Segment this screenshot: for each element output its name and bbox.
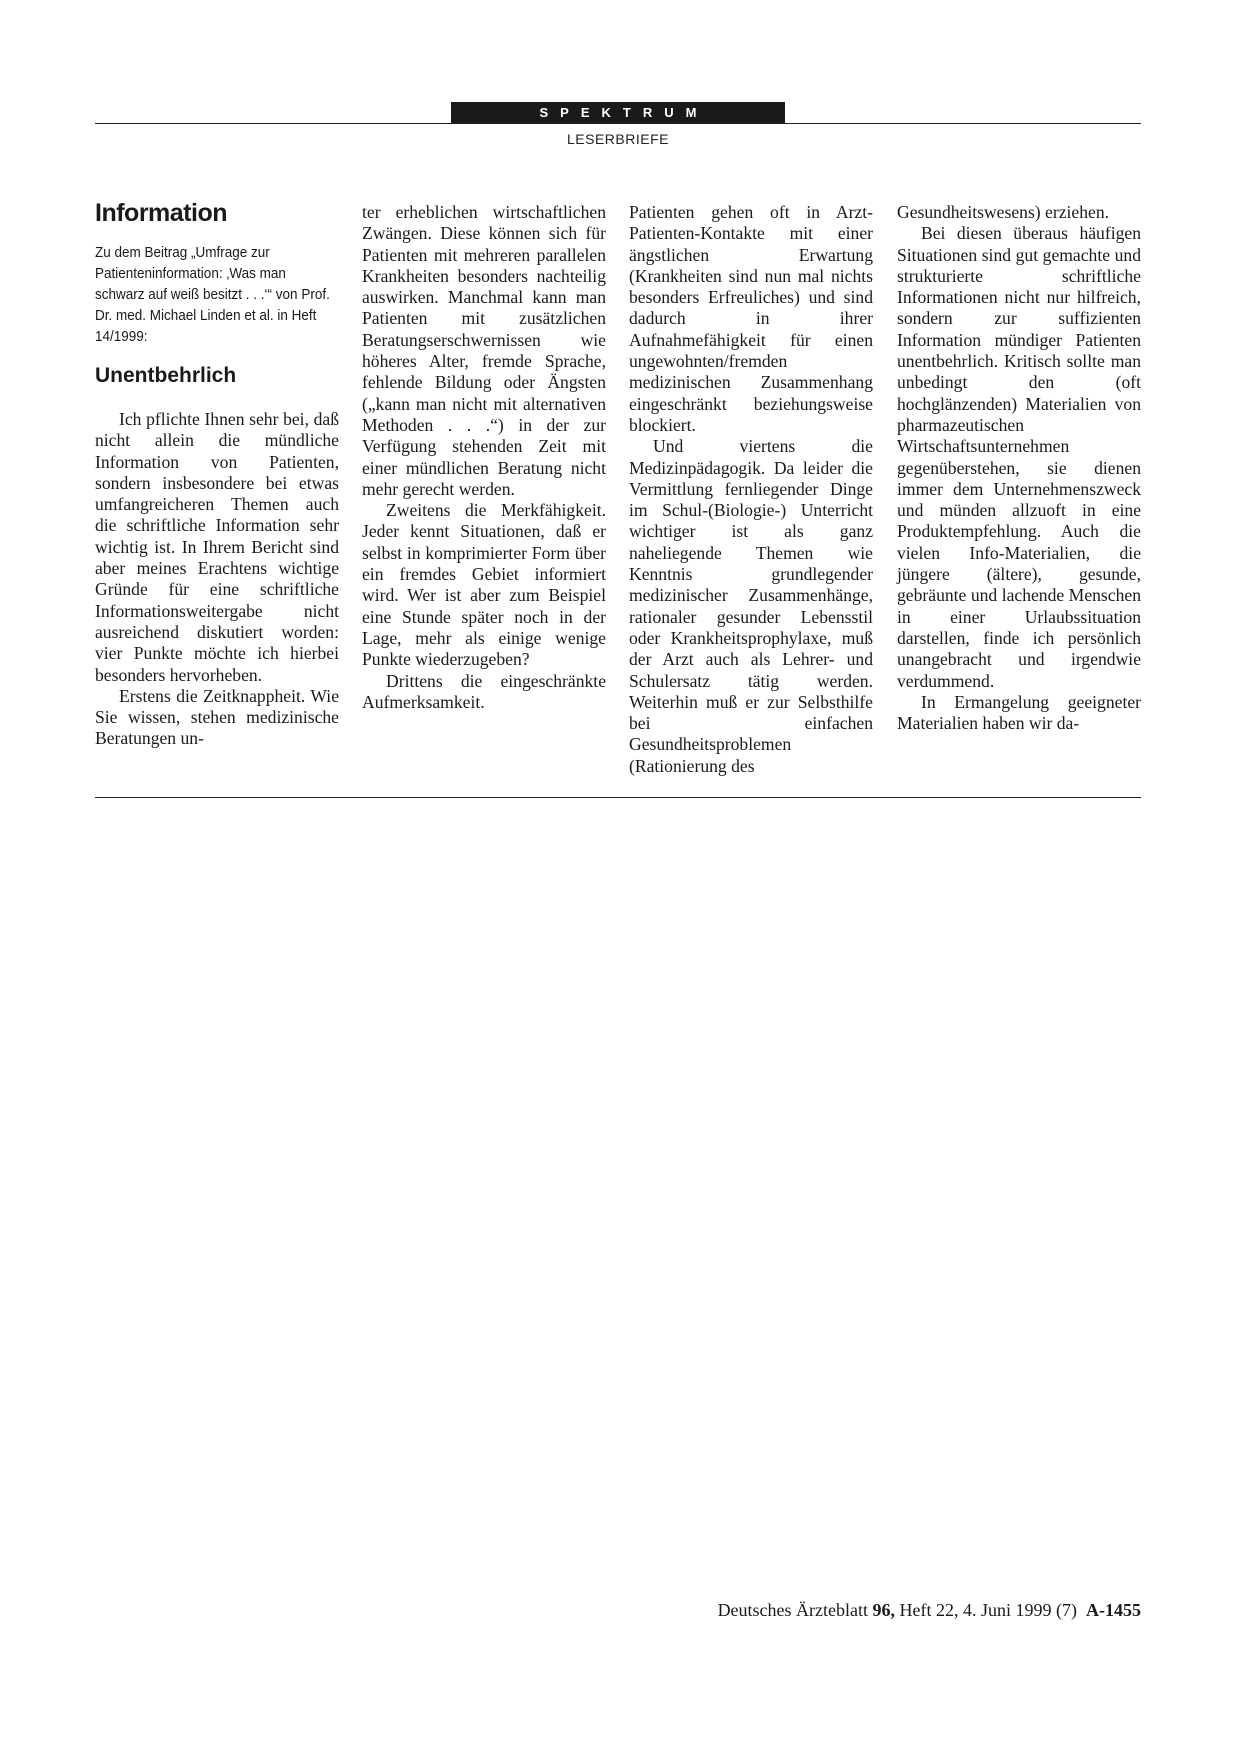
paragraph: Patienten gehen oft in Arzt-Patienten-Kontakte mit einer ängstlichen Erwartung (Krankheiten sind nun mal nichts besonders Erfreuliches) und sind dadurch in ihrer Aufnahmefähigkeit für einen ungewohnten/fremden medizinischen Zusammenhang eingeschränkt beziehungsweise blockiert. (629, 202, 873, 435)
column-4 (897, 202, 1141, 734)
column-2 (362, 202, 606, 713)
paragraph: Gesundheitswesens) erziehen. (897, 202, 1110, 222)
paragraph: Erstens die Zeitknappheit. Wie Sie wissen, stehen medizinische Beratungen un- (95, 685, 339, 749)
article-reference: Zu dem Beitrag „Umfrage zur Patienteninformation: ‚Was man schwarz auf weiß besitzt . . .‘“ von Prof. Dr. med. Michael Linden et al. in Heft 14/1999: (95, 244, 330, 345)
paragraph: Ich pflichte Ihnen sehr bei, daß nicht allein die mündliche Information von Patienten, sondern insbesondere bei etwas umfangreicheren Themen auch die schriftliche Information sehr wichtig ist. In Ihrem Bericht sind aber meines Erachtens wichtige Gründe für eine schriftliche Informationsweitergabe nicht ausreichend diskutiert worden: vier Punkte möchte ich hierbei besonders hervorheben. (95, 409, 339, 685)
column-3 (629, 202, 873, 777)
column-1 (95, 198, 339, 750)
article-end-rule (95, 797, 1141, 798)
paragraph: Zweitens die Merkfähigkeit. Jeder kennt Situationen, daß er selbst in komprimierter Form über ein fremdes Gebiet informiert wird. Wer ist aber zum Beispiel eine Stunde später noch in der Lage, mehr als einige wenige Punkte wiederzugeben? (362, 500, 606, 670)
journal-name: Deutsches Ärzteblatt (717, 1600, 869, 1620)
paragraph: Und viertens die Medizinpädagogik. Da leider die Vermittlung fernliegender Dinge im Schul-(Biologie-) Unterricht wichtiger ist als ganz naheliegende Themen wie Kenntnis grundlegender medizinischer Zusammenhänge, rationaler gesunder Lebensstil oder Krankheitsprophylaxe, muß der Arzt auch als Lehrer- und Schulersatz tätig werden. Weiterhin muß er zur Selbsthilfe bei einfachen Gesundheitsproblemen (Rationierung des (629, 436, 873, 776)
issue-info: Heft 22, 4. Juni 1999 (7) (899, 1600, 1077, 1620)
paragraph: ter erheblichen wirtschaftlichen Zwängen. Diese können sich für Patienten mit mehreren parallelen Krankheiten besonders nachteilig auswirken. Manchmal kann man Patienten mit zusätzlichen Beratungserschwernissen wie höheres Alter, fremde Sprache, fehlende Bildung oder Ängsten („kann man nicht mit alternativen Methoden . . .“) in der zur Verfügung stehenden Zeit mit einer mündlichen Beratung nicht mehr gerecht werden. (362, 202, 606, 499)
page-number: A-1455 (1086, 1600, 1141, 1620)
header-rule (95, 123, 1141, 124)
letter-title: Unentbehrlich (95, 364, 237, 387)
paragraph: Drittens die eingeschränkte Aufmerksamkeit. (362, 670, 606, 712)
subsection-label: LESERBRIEFE (567, 131, 669, 147)
volume-number: 96, (872, 1600, 896, 1620)
paragraph: In Ermangelung geeigneter Materialien haben wir da- (897, 691, 1141, 734)
page-footer (600, 1600, 1141, 1621)
paragraph: Bei diesen überaus häufigen Situationen sind gut gemachte und strukturierte schriftliche Informationen nicht nur hilfreich, sondern zur suffizienten Information mündiger Patienten unentbehrlich. Kritisch sollte man unbedingt den (oft hochglänzenden) Materialien von pharmazeutischen Wirtschaftsunternehmen gegenüberstehen, sie dienen immer dem Unternehmenszweck und münden allzuoft in eine Produktempfehlung. Auch die vielen Info-Materialien, die jüngere (ältere), gesunde, gebräunte und lachende Menschen in einer Urlaubssituation darstellen, finde ich persönlich unangebracht und irgendwie verdummend. (897, 223, 1141, 691)
section-header: SPEKTRUM (451, 102, 785, 123)
article-title: Information (95, 199, 227, 227)
